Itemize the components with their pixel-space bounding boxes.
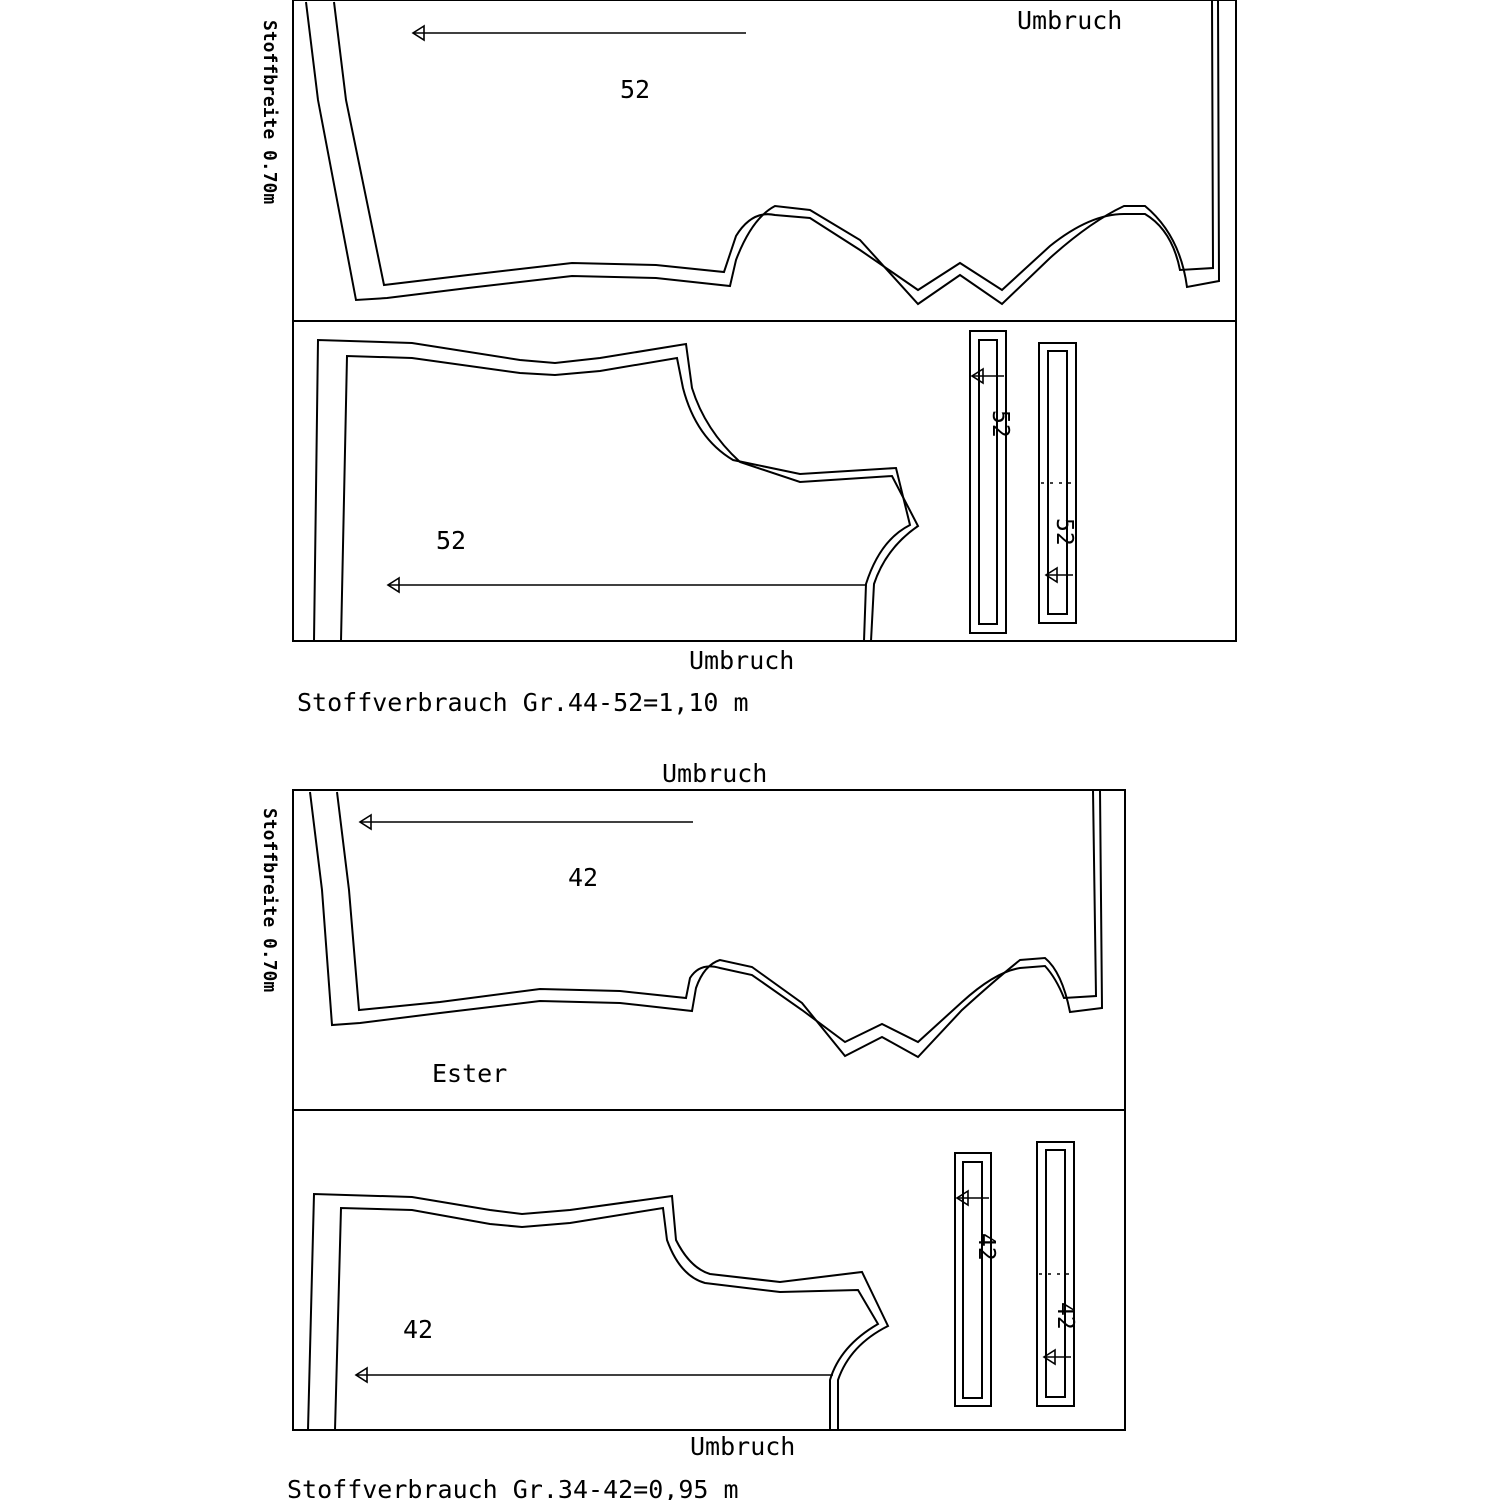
fabric-name-label: Ester <box>432 1059 508 1088</box>
fold-label-bottom-upper: Umbruch <box>662 759 768 788</box>
front-piece-size-top: 52 <box>436 526 467 555</box>
strip-1-size-top: 52 <box>987 410 1013 438</box>
back-piece-size-top: 52 <box>620 75 651 104</box>
back-piece-bottom <box>310 790 1102 1057</box>
fabric-width-label-bottom: Stoffbreite 0.70m <box>259 808 280 993</box>
front-piece-bottom <box>308 1194 888 1430</box>
fabric-usage-bottom: Stoffverbrauch Gr.34-42=0,95 m <box>287 1475 739 1500</box>
back-piece-size-bottom: 42 <box>568 863 599 892</box>
strip-2-top <box>1039 343 1076 623</box>
front-piece-size-bottom: 42 <box>403 1315 434 1344</box>
strip-2-bottom <box>1037 1142 1074 1406</box>
fabric-usage-top: Stoffverbrauch Gr.44-52=1,10 m <box>297 688 749 717</box>
front-piece-top <box>314 340 918 641</box>
strip-1-top <box>970 331 1006 633</box>
fold-label-top-upper: Umbruch <box>1017 6 1123 35</box>
strip-2-size-bottom: 42 <box>1052 1302 1078 1330</box>
fold-label-bottom-lower: Umbruch <box>690 1432 796 1461</box>
back-piece-top <box>306 0 1219 304</box>
strip-1-size-bottom: 42 <box>973 1233 999 1261</box>
layout-bottom <box>259 759 1125 1500</box>
fabric-width-label-top: Stoffbreite 0.70m <box>259 20 280 205</box>
strip-2-size-top: 52 <box>1051 518 1077 546</box>
layout-top <box>259 0 1236 717</box>
fold-label-top-lower: Umbruch <box>689 646 795 675</box>
strip-1-bottom <box>955 1153 991 1406</box>
